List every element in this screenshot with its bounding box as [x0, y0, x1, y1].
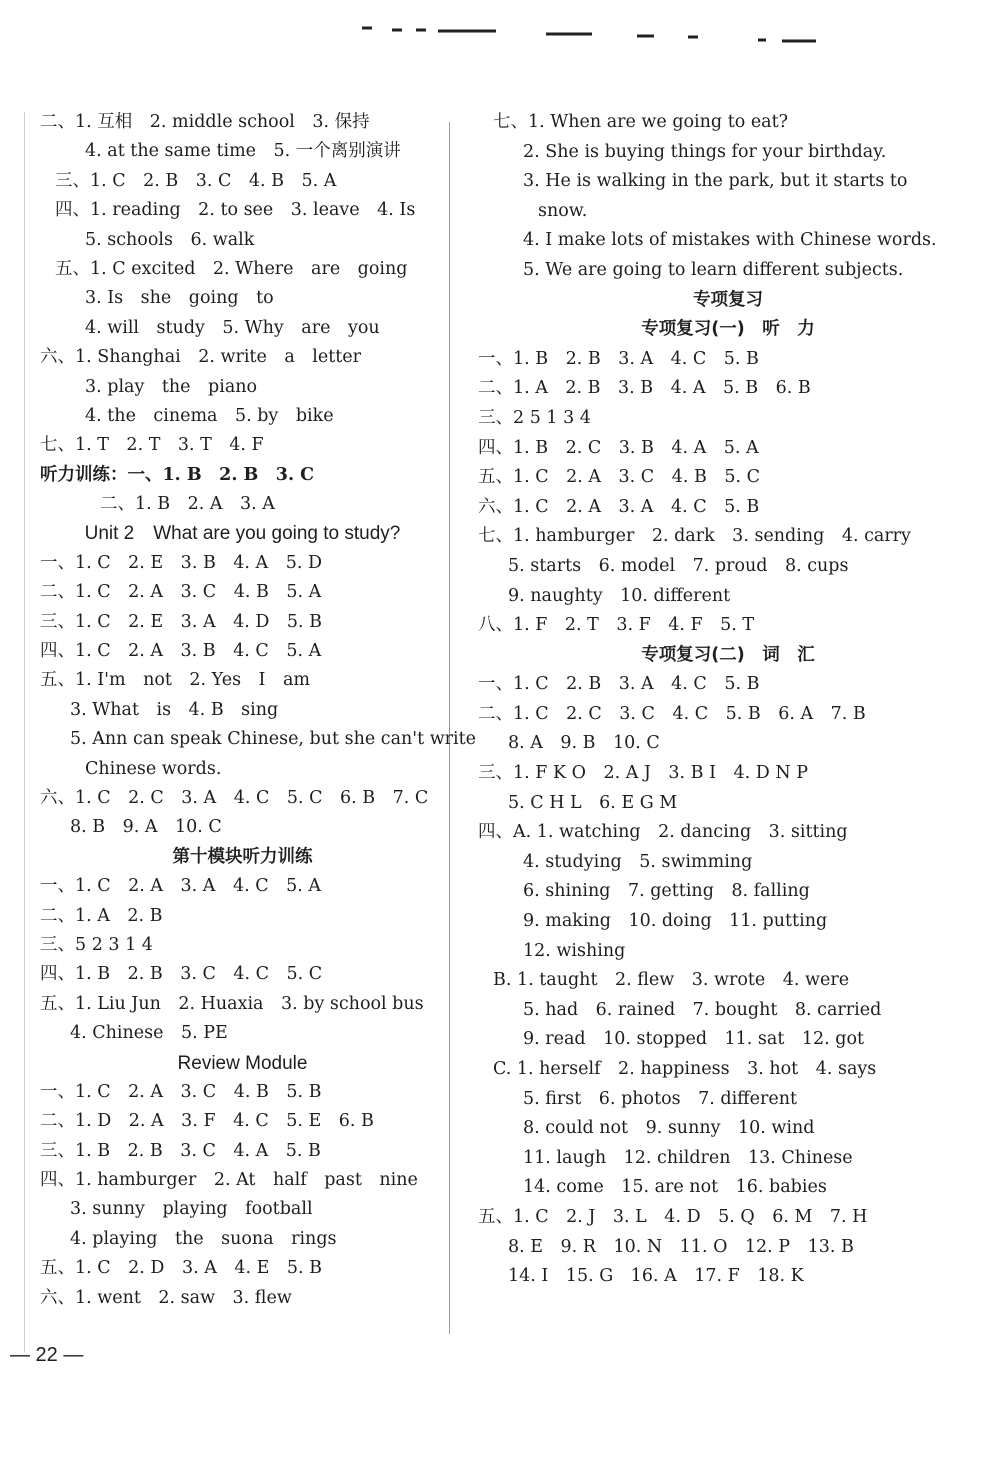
answer-line: 5. had 6. rained 7. bought 8. carried: [523, 999, 882, 1020]
answer-column-left: [40, 108, 477, 1313]
section-heading: 专项复习(二) 词 汇: [641, 644, 815, 665]
answer-line: 8. A 9. B 10. C: [508, 733, 660, 754]
answer-line: 8. E 9. R 10. N 11. O 12. P 13. B: [508, 1236, 854, 1257]
answer-line: 七、1. When are we going to eat?: [493, 112, 789, 132]
answer-line: 二、1. B 2. A 3. A: [100, 494, 275, 515]
answer-line: 4. at the same time 5. 一个离别演讲: [85, 141, 401, 162]
page-number: — 22 —: [10, 1344, 84, 1366]
answer-line: 9. read 10. stopped 11. sat 12. got: [523, 1029, 865, 1050]
answer-line: 六、1. C 2. A 3. A 4. C 5. B: [478, 496, 760, 517]
section-heading: 专项复习: [693, 289, 763, 310]
answer-line: 14. I 15. G 16. A 17. F 18. K: [508, 1266, 804, 1287]
answer-line: 一、1. C 2. A 3. A 4. C 5. A: [40, 876, 321, 897]
answer-line: 2. She is buying things for your birthday.: [523, 141, 887, 162]
answer-line: 一、1. C 2. E 3. B 4. A 5. D: [40, 552, 322, 573]
answer-line: 七、1. hamburger 2. dark 3. sending 4. carry: [478, 526, 911, 547]
answer-line: 四、1. hamburger 2. At half past nine: [40, 1170, 418, 1191]
answer-line: 6. shining 7. getting 8. falling: [523, 881, 810, 902]
answer-line: 二、1. C 2. C 3. C 4. C 5. B 6. A 7. B: [478, 703, 866, 724]
answer-line: B. 1. taught 2. flew 3. wrote 4. were: [493, 970, 850, 991]
answer-line: 11. laugh 12. children 13. Chinese: [523, 1147, 853, 1168]
answer-line: 5. C H L 6. E G M: [508, 792, 678, 813]
answer-line: 五、1. C 2. A 3. C 4. B 5. C: [478, 467, 760, 488]
answer-line: Chinese words.: [85, 758, 222, 779]
answer-line: 5. first 6. photos 7. different: [523, 1088, 798, 1109]
answer-line: 一、1. B 2. B 3. A 4. C 5. B: [478, 348, 759, 369]
answer-line: 五、1. Liu Jun 2. Huaxia 3. by school bus: [40, 993, 424, 1014]
answer-line: 三、2 5 1 3 4: [478, 407, 591, 428]
answer-line: 五、1. C excited 2. Where are going: [55, 258, 408, 279]
answer-line: 二、1. C 2. A 3. C 4. B 5. A: [40, 582, 322, 603]
answer-line: 四、1. B 2. B 3. C 4. C 5. C: [40, 964, 323, 985]
section-heading: 专项复习(一) 听 力: [641, 319, 815, 340]
section-heading: 第十模块听力训练: [172, 846, 313, 867]
answer-line: 五、1. C 2. J 3. L 4. D 5. Q 6. M 7. H: [478, 1206, 868, 1227]
answer-line: 3. play the piano: [85, 376, 258, 397]
answer-line: 8. could not 9. sunny 10. wind: [523, 1118, 815, 1139]
answer-line: snow.: [538, 200, 588, 221]
answer-line: 四、1. B 2. C 3. B 4. A 5. A: [478, 437, 759, 458]
answer-line: 二、1. A 2. B: [40, 905, 163, 926]
answer-line: 四、1. C 2. A 3. B 4. C 5. A: [40, 641, 322, 662]
answer-line: 4. will study 5. Why are you: [85, 317, 380, 338]
answer-line: 二、1. D 2. A 3. F 4. C 5. E 6. B: [40, 1111, 374, 1132]
answer-line: 一、1. C 2. A 3. C 4. B 5. B: [40, 1081, 322, 1102]
answer-line: 4. playing the suona rings: [70, 1228, 337, 1249]
answer-line: 9. making 10. doing 11. putting: [523, 911, 828, 932]
answer-line: 六、1. went 2. saw 3. flew: [40, 1287, 292, 1308]
answer-line: 3. What is 4. B sing: [70, 699, 279, 720]
answer-line: 五、1. C 2. D 3. A 4. E 5. B: [40, 1258, 322, 1279]
answer-line: 12. wishing: [523, 940, 626, 961]
answer-line: 5. We are going to learn different subjects.: [523, 259, 904, 280]
answer-line: 五、1. I'm not 2. Yes I am: [40, 670, 310, 691]
answer-line: 8. B 9. A 10. C: [70, 817, 222, 838]
answer-line: 9. naughty 10. different: [508, 585, 731, 606]
section-heading: Unit 2 What are you going to study?: [84, 523, 401, 545]
answer-line: 三、1. B 2. B 3. C 4. A 5. B: [40, 1140, 321, 1161]
answer-line: 三、1. C 2. E 3. A 4. D 5. B: [40, 611, 322, 632]
answer-line: 3. Is she going to: [85, 288, 274, 309]
answer-line: 4. the cinema 5. by bike: [85, 405, 334, 426]
answer-line: 二、1. A 2. B 3. B 4. A 5. B 6. B: [478, 378, 811, 399]
answer-line: 六、1. Shanghai 2. write a letter: [40, 347, 361, 368]
answer-line: 四、A. 1. watching 2. dancing 3. sitting: [478, 822, 848, 843]
answer-line: 六、1. C 2. C 3. A 4. C 5. C 6. B 7. C: [40, 787, 429, 808]
answer-column-right: [478, 108, 978, 1292]
answer-line: 三、1. F K O 2. A J 3. B I 4. D N P: [478, 763, 809, 784]
answer-line: 4. Chinese 5. PE: [70, 1023, 228, 1044]
answer-line: 二、1. 互相 2. middle school 3. 保持: [40, 112, 370, 132]
answer-line: 5. Ann can speak Chinese, but she can't write: [70, 729, 477, 750]
answer-line: C. 1. herself 2. happiness 3. hot 4. says: [493, 1059, 877, 1079]
answer-line: 14. come 15. are not 16. babies: [523, 1177, 827, 1198]
answer-line: 5. starts 6. model 7. proud 8. cups: [508, 555, 849, 576]
answer-line: 三、5 2 3 1 4: [40, 934, 153, 955]
section-heading: Review Module: [177, 1052, 308, 1074]
scan-top-marks: [0, 0, 1002, 50]
binding-edge-rule: [24, 112, 25, 1352]
answer-line: 一、1. C 2. B 3. A 4. C 5. B: [478, 674, 760, 695]
answer-line: 八、1. F 2. T 3. F 4. F 5. T: [478, 615, 755, 636]
answer-line: 4. studying 5. swimming: [523, 851, 753, 872]
answer-line: 3. He is walking in the park, but it starts to: [523, 171, 908, 192]
answer-line: 三、1. C 2. B 3. C 4. B 5. A: [55, 170, 337, 191]
answer-line: 5. schools 6. walk: [85, 229, 255, 250]
answer-line: 四、1. reading 2. to see 3. leave 4. Is: [55, 200, 416, 221]
answer-line: 4. I make lots of mistakes with Chinese words.: [523, 230, 937, 251]
answer-line: 3. sunny playing football: [70, 1199, 313, 1220]
answer-line: 七、1. T 2. T 3. T 4. F: [40, 435, 264, 456]
answer-line: 听力训练：一、1. B 2. B 3. C: [40, 464, 315, 485]
